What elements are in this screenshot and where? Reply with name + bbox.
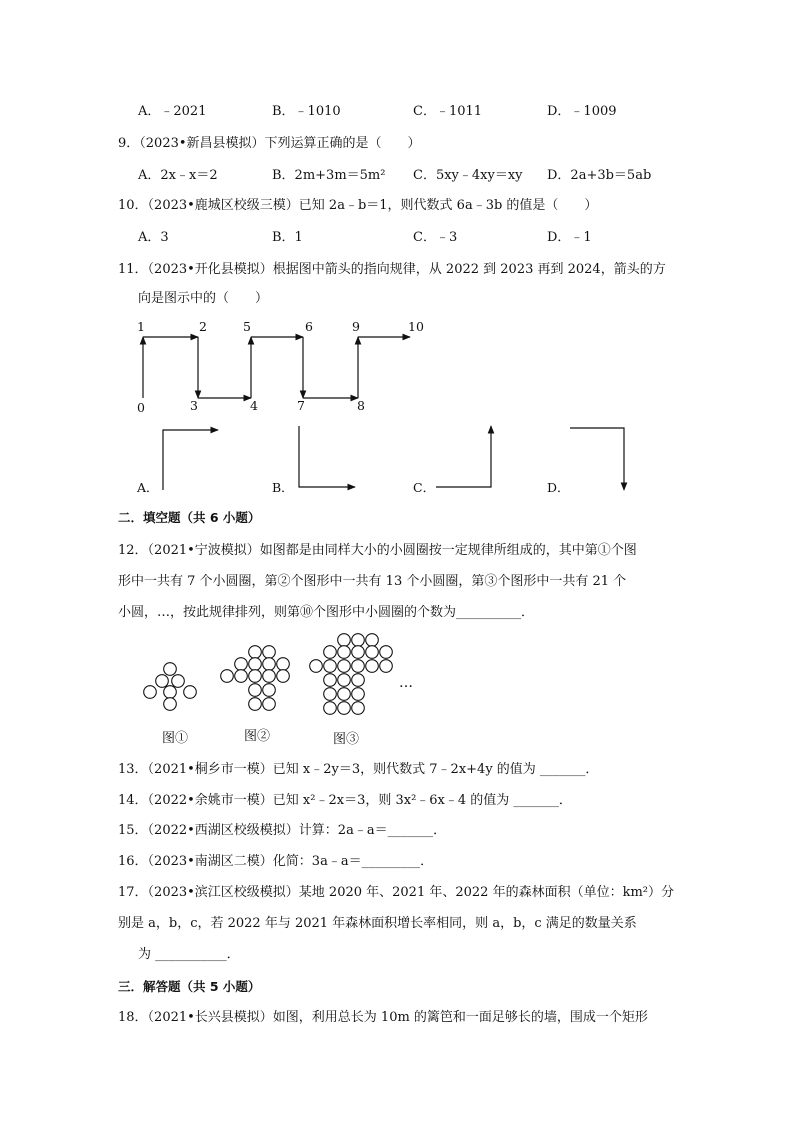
figure-3-circle	[324, 674, 337, 687]
q13-stem: 13．（2021•桐乡市一模）已知 x﹣2y＝3，则代数式 7﹣2x+4y 的值为 _______．	[118, 762, 599, 777]
choice-c-label: C．	[413, 480, 436, 495]
q9-option-a: A．2x﹣x＝2	[138, 168, 218, 183]
num-4: 4	[250, 398, 258, 413]
figure-3-circle	[310, 660, 323, 673]
figure-1-circle	[164, 663, 177, 676]
choice-b-arrows	[299, 426, 355, 487]
figure-3-circle	[324, 660, 337, 673]
figure-3-circle	[352, 634, 365, 647]
figure-3-circle	[366, 634, 379, 647]
num-3: 3	[190, 398, 198, 413]
figure-1-circle	[184, 686, 197, 699]
figure-2-circle	[249, 646, 262, 659]
num-10: 10	[408, 319, 424, 334]
section-2-heading: 二．填空题（共 6 小题）	[118, 510, 261, 525]
q11-stem-line2: 向是图示中的（ ）	[138, 291, 269, 306]
figure-2-circle	[263, 658, 276, 671]
figure-3-circle	[366, 660, 379, 673]
figure-2-circle	[277, 670, 290, 683]
q16-stem: 16．（2023•南湖区二模）化简：3a﹣a＝_________．	[118, 854, 434, 869]
choice-a-arrows	[163, 430, 218, 490]
figure-2-circle	[263, 646, 276, 659]
figure-2-circle	[249, 670, 262, 683]
figure-2-circle	[249, 658, 262, 671]
figure-3-circle	[352, 660, 365, 673]
choice-c-arrows	[436, 426, 491, 487]
figure-2-circle	[221, 670, 234, 683]
q14-stem: 14．（2022•余姚市一模）已知 x²﹣2x＝3，则 3x²﹣6x﹣4 的值为 _______．	[118, 793, 572, 808]
q10-option-b: B．1	[272, 230, 303, 245]
num-8: 8	[357, 398, 365, 413]
figure-3-circle	[352, 702, 365, 715]
figure-3-circle	[338, 674, 351, 687]
figure-3-circle	[352, 688, 365, 701]
figure-1-circle	[164, 686, 177, 699]
q12-line2: 形中一共有 7 个小圆圈，第②个图形中一共有 13 个小圆圈，第③个图形中一共有 21 个	[118, 574, 627, 589]
arrow-pattern-numbers	[137, 319, 424, 415]
q15-stem: 15．（2022•西湖区校级模拟）计算：2a﹣a＝_______．	[118, 823, 447, 838]
q9-stem: 9．（2023•新昌县模拟）下列运算正确的是（ ）	[118, 136, 421, 151]
figure-3-circle	[324, 646, 337, 659]
figure-3-circle	[338, 634, 351, 647]
q11-stem-line1: 11．（2023•开化县模拟）根据图中箭头的指向规律，从 2022 到 2023 再到 2024，箭头的方	[118, 262, 666, 277]
q10-option-d: D．﹣1	[547, 230, 592, 245]
num-5: 5	[243, 319, 251, 334]
figure-3-circle	[380, 646, 393, 659]
figure-2-circle	[277, 658, 290, 671]
q9-option-c: C．5xy﹣4xy＝xy	[413, 168, 523, 183]
q17-line2: 别是 a，b，c，若 2022 年与 2021 年森林面积增长率相同，则 a，b，c 满足的数量关系	[118, 916, 637, 931]
figure-2-circle	[263, 698, 276, 711]
num-0: 0	[137, 400, 145, 415]
q12-line1: 12．（2021•宁波模拟）如图都是由同样大小的小圆圈按一定规律所组成的，其中第①个图	[118, 543, 637, 558]
figure-1-circle	[172, 675, 185, 688]
figure-3-circle	[338, 660, 351, 673]
q17-line1: 17．（2023•滨江区校级模拟）某地 2020 年、2021 年、2022 年的森林面积（单位：km²）分	[118, 885, 674, 900]
num-6: 6	[305, 319, 313, 334]
figure-1-circle	[144, 686, 157, 699]
q8-option-d: D．﹣1009	[547, 104, 617, 119]
q17-line3: 为 ___________．	[138, 947, 240, 962]
figure-3-circle	[338, 688, 351, 701]
circle-pattern-figures	[144, 634, 393, 715]
figure-2-circle	[249, 698, 262, 711]
figure-3-circle	[366, 646, 379, 659]
choice-b-label: B．	[272, 480, 294, 495]
choice-a-label: A．	[137, 480, 159, 495]
choice-d-label: D．	[547, 480, 570, 495]
num-1: 1	[137, 319, 145, 334]
figure-1-caption: 图①	[162, 731, 189, 746]
figure-3-circle	[338, 702, 351, 715]
figure-2-caption: 图②	[244, 729, 271, 744]
num-7: 7	[297, 398, 305, 413]
choice-d-arrows	[570, 428, 624, 490]
q12-line3: 小圆，…，按此规律排列，则第⑩个图形中小圆圈的个数为__________．	[118, 605, 535, 620]
figure-2-circle	[263, 684, 276, 697]
figure-3-circle	[380, 660, 393, 673]
figure-3-circle	[352, 646, 365, 659]
figure-2-circle	[235, 658, 248, 671]
num-9: 9	[352, 319, 360, 334]
q10-option-a: A．3	[138, 230, 169, 245]
q10-stem: 10．（2023•鹿城区校级三模）已知 2a﹣b＝1，则代数式 6a﹣3b 的值是（ ）	[118, 198, 598, 213]
q18-stem: 18．（2021•长兴县模拟）如图，利用总长为 10m 的篱笆和一面足够长的墙，围成一个矩形	[118, 1010, 648, 1025]
figure-3-circle	[324, 688, 337, 701]
q8-option-a: A．﹣2021	[138, 104, 207, 119]
figure-ellipsis: …	[399, 675, 413, 691]
section-3-heading: 三．解答题（共 5 小题）	[118, 979, 261, 994]
figure-3-circle	[338, 646, 351, 659]
figure-3-circle	[324, 702, 337, 715]
figure-1-circle	[156, 675, 169, 688]
q9-option-b: B．2m+3m＝5m²	[272, 168, 386, 183]
q8-option-b: B．﹣1010	[272, 104, 341, 119]
figure-2-circle	[263, 670, 276, 683]
figure-2-circle	[249, 684, 262, 697]
arrow-pattern-diagram	[143, 337, 410, 398]
q9-option-d: D．2a+3b＝5ab	[547, 168, 652, 183]
figure-3-caption: 图③	[333, 732, 360, 747]
figure-3-circle	[352, 674, 365, 687]
num-2: 2	[199, 319, 207, 334]
q8-option-c: C．﹣1011	[413, 104, 483, 119]
figure-1-circle	[164, 698, 177, 711]
figure-2-circle	[235, 670, 248, 683]
q10-option-c: C．﹣3	[413, 230, 458, 245]
